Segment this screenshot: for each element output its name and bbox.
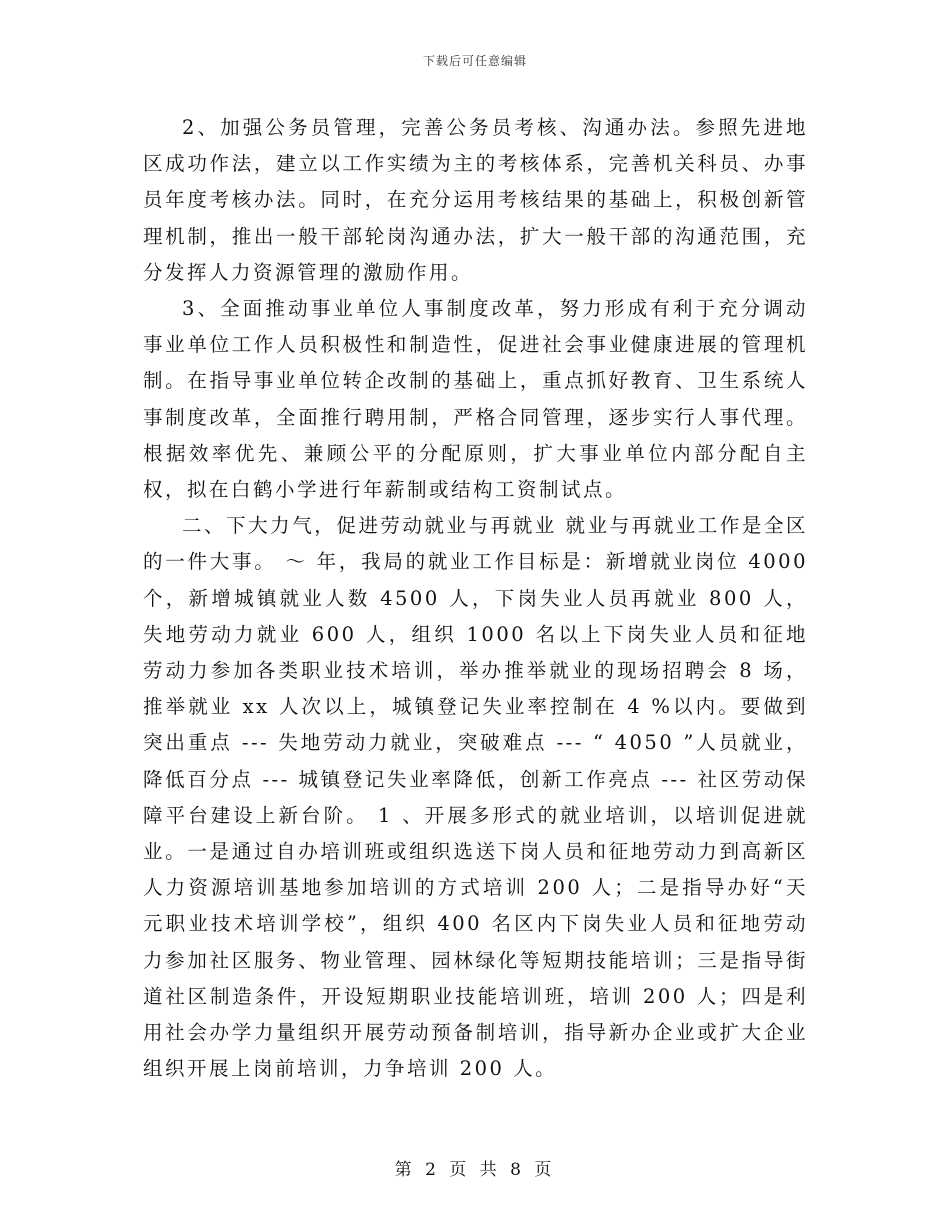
- page-header: 下载后可任意编辑: [422, 54, 527, 68]
- paragraph-employment-promotion: 二、下大力气，促进劳动就业与再就业 就业与再就业工作是全区的一件大事。 ～ 年，我局的就业工作目标是：新增就业岗位 4000 个，新增城镇就业人数 4500 人，下岗失业人员再就业 800 人，失地劳动力就业 600 人，组织 1000 名以上下岗失业人员和征地劳动力参加各类职业技术培训，举办推举就业的现场招聘会 8 场，推举就业 xx 人次以上，城镇登记失业率控制在 4 %以内。要做到突出重点 --- 失地劳动力就业，突破难点 --- “ 4050 ”人员就业，降低百分点 --- 城镇登记失业率降低，创新工作亮点 --- 社区劳动保障平台建设上新台阶。 1 、开展多形式的就业培训，以培训促进就业。一是通过自办培训班或组织选送下岗人员和征地劳动力到高新区人力资源培训基地参加培训的方式培训 200 人；二是指导办好“天元职业技术培训学校”，组织 400 名区内下岗失业人员和征地劳动力参加社区服务、物业管理、园林绿化等短期技能培训；三是指导街道社区制造条件，开设短期职业技能培训班，培训 200 人；四是利用社会办学力量组织开展劳动预备制培训，指导新办企业或扩大企业组织开展上岗前培训，力争培训 200 人。: [143, 514, 808, 1081]
- document-body: [143, 110, 808, 1087]
- paragraph-public-institution-reform: 3、全面推动事业单位人事制度改革，努力形成有利于充分调动事业单位工作人员积极性和制造性，促进社会事业健康进展的管理机制。在指导事业单位转企改制的基础上，重点抓好教育、卫生系统人事制度改革，全面推行聘用制，严格合同管理，逐步实行人事代理。根据效率优先、兼顾公平的分配原则，扩大事业单位内部分配自主权，拟在白鹤小学进行年薪制或结构工资制试点。: [143, 297, 808, 502]
- paragraph-civil-servant-management: 2、加强公务员管理，完善公务员考核、沟通办法。参照先进地区成功作法，建立以工作实绩为主的考核体系，完善机关科员、办事员年度考核办法。同时，在充分运用考核结果的基础上，积极创新管理机制，推出一般干部轮岗沟通办法，扩大一般干部的沟通范围，充分发挥人力资源管理的激励作用。: [143, 116, 808, 284]
- page-number: 第 2 页 共 8 页: [394, 1160, 556, 1180]
